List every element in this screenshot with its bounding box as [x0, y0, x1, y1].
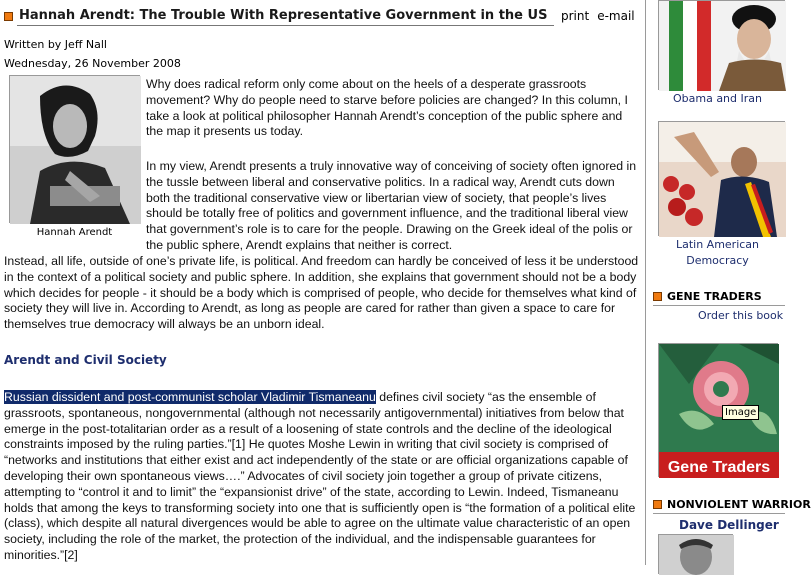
- article-header: [4, 8, 640, 28]
- section-underline: [653, 513, 785, 514]
- publish-date: Wednesday, 26 November 2008: [4, 57, 181, 70]
- author-photo-figure: [9, 75, 140, 242]
- latin-america-link-line1[interactable]: Latin American: [675, 238, 760, 251]
- selected-text[interactable]: Russian dissident and post-communist scholar Vladimir Tismaneanu: [4, 390, 376, 404]
- orange-square-icon: [4, 12, 13, 21]
- dave-dellinger-image[interactable]: [658, 534, 733, 574]
- paragraph-view-part2: Instead, all life, outside of one’s private life, is political. And freedom can hardly be conceived of less it be understood in the context of a political society and public sphere. In addition, she explains that government should not be a body which decides for people - it should be a body which is comprised of people, who decide for themselves what kind of society they will live in. According to Arendt, as long as people are cared for rather than given a space to care for themselves true democracy will always be an unborn ideal.: [4, 254, 639, 332]
- orange-square-icon: [653, 500, 662, 509]
- paragraph-view-part1: In my view, Arendt presents a truly innovative way of conceiving of society often ignored in the tussle between liberal and conservative politics. In a radical way, Arendt cuts down both the traditional conservative view or libertarian view of society, that people’s lives should be totally free of politics and government influence, and the traditional liberal view that government’s role is to care for the people. Drawing on the Greek ideal of the polis or the public sphere, Arendt explains that neither is correct.: [146, 159, 637, 252]
- obama-iran-image[interactable]: [658, 0, 785, 90]
- paragraph-intro: Why does radical reform only come about on the heels of a desperate grassroots movement? Why do people need to starve before policies are changed? In this column, I take a look at political philosopher Hannah Arendt’s conception of the public sphere and the map it presents us today.: [146, 77, 628, 139]
- hannah-arendt-photo: [9, 75, 140, 223]
- dave-dellinger-link[interactable]: Dave Dellinger: [679, 518, 779, 532]
- obama-iran-link[interactable]: Obama and Iran: [672, 92, 762, 105]
- print-link[interactable]: print: [561, 9, 590, 23]
- paragraph-civil-society-text: defines civil society “as the ensemble of grassroots, spontaneous, nongovernmental (although not necessarily antigovernmental) initiatives from below that emerge in the post-totalitarian order as a result of a loosening of state controls and the decline of the ideological constraints imposed by the ruling parties.”[1] He quotes Moshe Lewin in writing that civil society is comprised of “networks and institutions that either exist and act independently of the state or are official organizations capable of developing their own spontaneous views….” Advocates of civil society join together a group of private citizens, attempting to “control it and to limit” the “expansionist drive” of the state, according to Lewin. Indeed, Tismaneanu holds that among the keys to transforming society into one that is sufficiently open is “the formation of a political elite (class), which despite all natural divergences would be able to agree on the ultimate value characteristic of an open society, including the role of the market, the protection of the individual, and the indispensable guarantees for minorities.”[2]: [4, 390, 636, 562]
- orange-square-icon: [653, 292, 662, 301]
- latin-america-image[interactable]: [658, 121, 785, 236]
- section-heading: Arendt and Civil Society: [4, 353, 167, 367]
- image-tooltip: Image: [722, 405, 759, 420]
- author-line: Written by Jeff Nall: [4, 38, 107, 51]
- email-link[interactable]: e-mail: [597, 9, 635, 23]
- right-sidebar: Obama and Iran Latin American Democracy GENE TRADERS Order this book Gene Traders NONVIOLENT WARRIOR Dave Dellinger: [650, 0, 785, 565]
- article-title[interactable]: Hannah Arendt: The Trouble With Representative Government in the US: [19, 8, 548, 23]
- section-underline: [653, 305, 785, 306]
- title-underline: [17, 25, 554, 26]
- latin-america-link-line2[interactable]: Democracy: [686, 254, 749, 267]
- paragraph-civil-society: [4, 390, 641, 564]
- order-book-link[interactable]: Order this book: [698, 309, 784, 322]
- photo-caption: Hannah Arendt: [36, 227, 113, 238]
- book-cover-title: Gene Traders: [667, 459, 771, 476]
- article-tools: [561, 9, 643, 23]
- column-divider: [645, 0, 646, 565]
- gene-traders-book-cover[interactable]: [658, 343, 778, 477]
